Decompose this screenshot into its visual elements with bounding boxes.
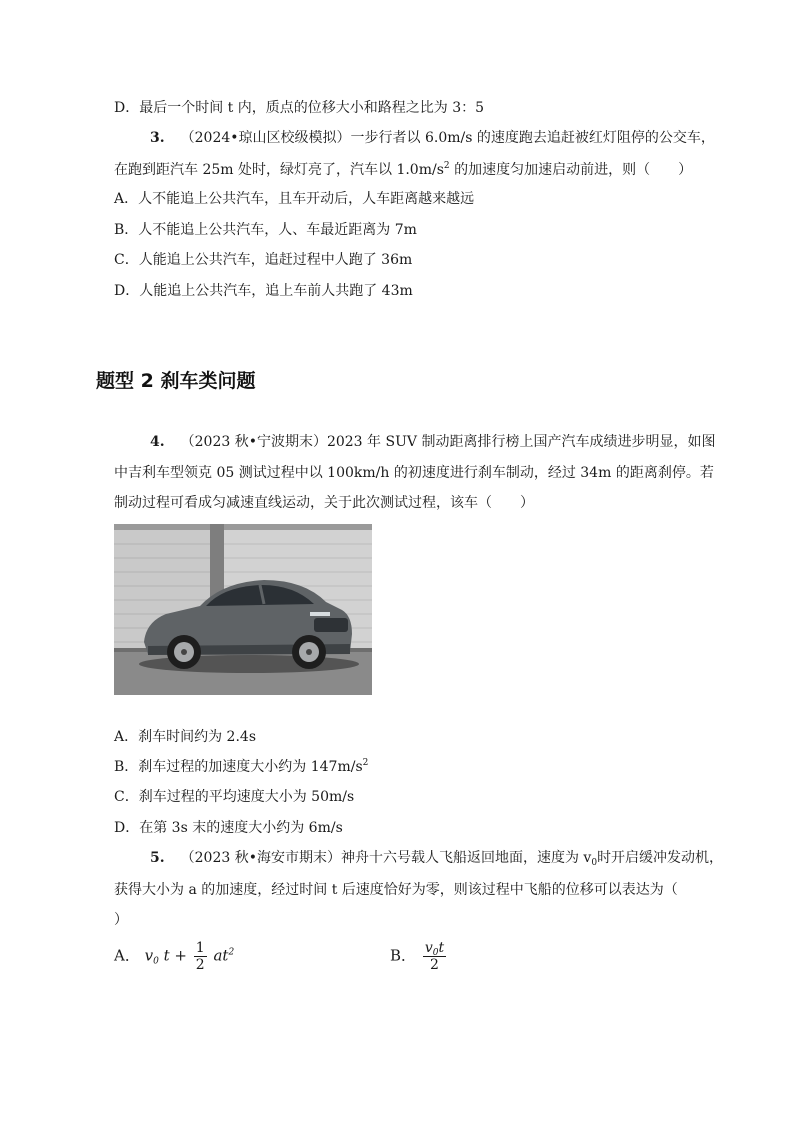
q4-number: 4. [150, 434, 165, 450]
q4-option-c: C．刹车过程的平均速度大小为 50m/s [114, 789, 355, 805]
q5-line1-text: （2023 秋•海安市期末）神舟十六号载人飞船返回地面，速度为 v [180, 850, 592, 866]
q3-line2-sup: 2 [443, 161, 450, 171]
q2-option-d: D．最后一个时间 t 内，质点的位移大小和路程之比为 3：5 [114, 100, 485, 116]
q3-option-b: B．人不能追上公共汽车，人、车最近距离为 7m [114, 222, 417, 238]
q4-text-line1: （2023 秋•宁波期末）2023 年 SUV 制动距离排行榜上国产汽车成绩进步明显，如图 [180, 434, 716, 450]
q5-number: 5. [150, 850, 165, 866]
q4-option-a: A．刹车时间约为 2.4s [114, 729, 257, 745]
q3-line2 [114, 160, 692, 180]
q5-option-a-fraction [194, 940, 207, 973]
q5-option-b-fraction [423, 940, 446, 973]
q5-option-a-label: A． [114, 946, 140, 965]
q4-line1 [150, 432, 715, 452]
q3-line2-tail: 的加速度匀加速启动前进，则（ ） [449, 162, 693, 178]
q3-text-line1: （2024•琼山区校级模拟）一步行者以 6.0m/s 的速度跑去追赶被红灯阻停的公交车， [180, 130, 715, 146]
q5-option-b-num-sub: 0 [432, 948, 439, 958]
car-illustration [114, 524, 372, 695]
q4-option-b-text: B．刹车过程的加速度大小约为 147m/s [114, 759, 363, 775]
q5-option-a-tail: at [213, 946, 229, 965]
q5-option-a-sup: 2 [228, 947, 235, 958]
q5-option-b-num-v: v [424, 940, 433, 956]
q4-option-d: D．在第 3s 末的速度大小约为 6m/s [114, 820, 343, 836]
q5-line1 [150, 848, 723, 868]
q4-option-b [114, 757, 368, 777]
q5-line1-sub: 0 [591, 858, 598, 868]
q5-option-a-v: v [144, 946, 154, 965]
q5-line2: 获得大小为 a 的加速度，经过时间 t 后速度恰好为零，则该过程中飞船的位移可以表达为（ [114, 882, 678, 898]
q4-option-b-sup: 2 [362, 758, 369, 768]
q5-option-a-num: 1 [195, 940, 205, 956]
q5-option-a-sub: 0 [153, 956, 159, 967]
q5-option-a [114, 940, 234, 973]
q5-option-a-den: 2 [195, 957, 205, 973]
q5-option-b-num [423, 940, 446, 957]
q3-number: 3. [150, 130, 165, 146]
q3-line1 [150, 128, 715, 148]
q3-option-c: C．人能追上公共汽车，追赶过程中人跑了 36m [114, 252, 413, 268]
q5-option-b-label: B． [390, 946, 417, 965]
q5-option-b-num-t: t [438, 940, 445, 956]
q3-option-d: D．人能追上公共汽车，追上车前人共跑了 43m [114, 283, 413, 299]
q5-option-b [390, 940, 448, 973]
q5-option-a-t: t + [163, 946, 187, 965]
q5-line1-tail: 时开启缓冲发动机， [597, 850, 724, 866]
q5-line3: ） [114, 912, 128, 928]
q4-line2: 中吉利车型领克 05 测试过程中以 100km/h 的初速度进行刹车制动，经过 34m 的距离刹停。若 [114, 465, 714, 481]
car-photo [114, 524, 372, 695]
q5-option-b-den: 2 [430, 957, 439, 973]
q4-line3: 制动过程可看成匀减速直线运动，关于此次测试过程，该车（ ） [114, 495, 534, 511]
section-heading: 题型 2 刹车类问题 [96, 370, 256, 392]
q3-option-a: A．人不能追上公共汽车，且车开动后，人车距离越来越远 [114, 191, 475, 207]
q3-line2-text: 在跑到距汽车 25m 处时，绿灯亮了，汽车以 1.0m/s [114, 162, 444, 178]
